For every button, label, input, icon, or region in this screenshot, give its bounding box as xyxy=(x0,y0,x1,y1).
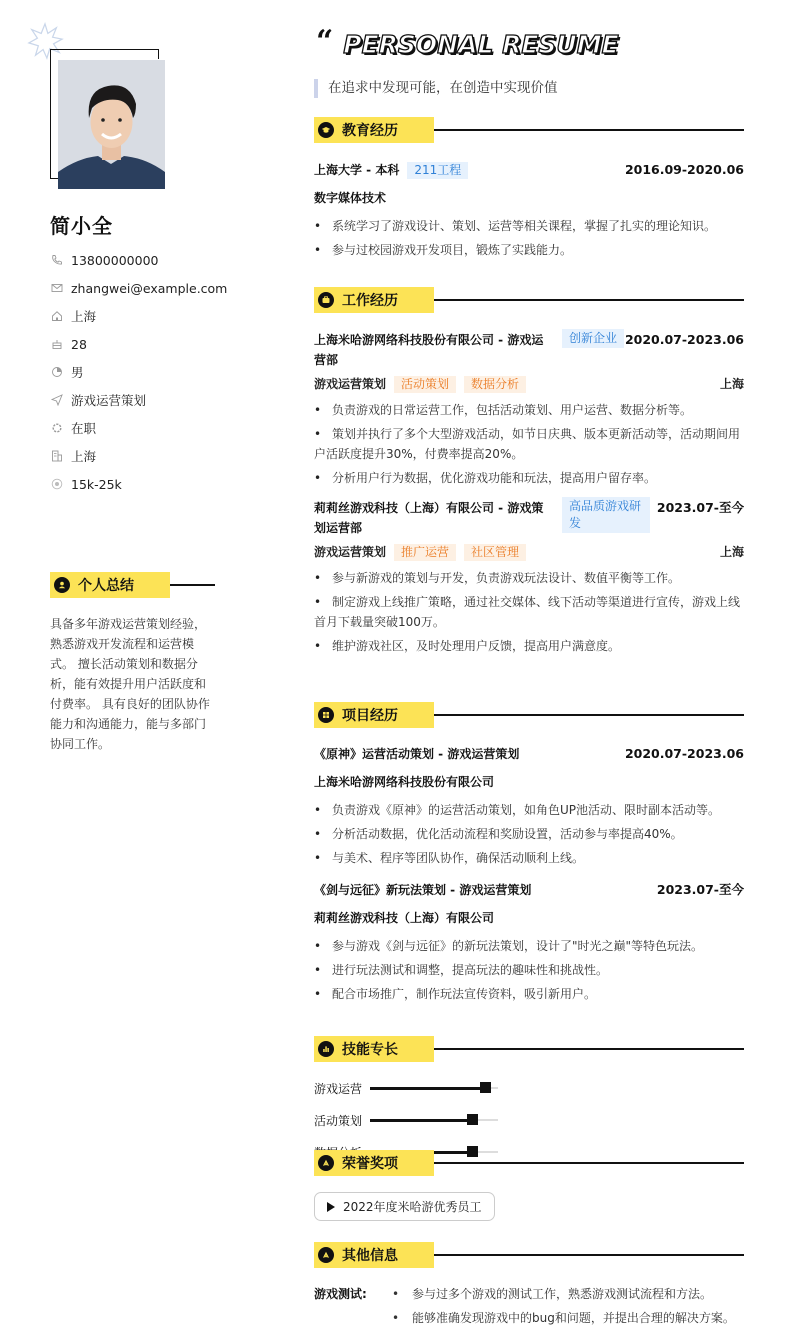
work-date: 2020.07-2023.06 xyxy=(624,332,744,347)
projects-header-chip xyxy=(314,702,434,728)
project-entry xyxy=(314,744,744,868)
skill-thumb[interactable] xyxy=(467,1114,478,1125)
education-section-header xyxy=(314,117,744,143)
education-date: 2016.09-2020.06 xyxy=(624,162,744,177)
bullet-item: • 能够准确发现游戏中的bug和问题，并提出合理的解决方案。 xyxy=(392,1308,735,1328)
project-name: 《原神》运营活动策划 - 游戏运营策划 xyxy=(314,747,520,761)
other-label: 游戏测试: xyxy=(314,1287,367,1301)
resume-title xyxy=(316,23,619,59)
projects-section xyxy=(314,702,744,1008)
work-entry-header xyxy=(314,330,744,370)
school-name: 上海大学 - 本科 xyxy=(314,163,400,177)
bullet-item: • 与美术、程序等团队协作，确保活动顺利上线。 xyxy=(314,848,744,868)
bullet-item: • 参与新游戏的策划与开发，负责游戏玩法设计、数值平衡等工作。 xyxy=(314,568,744,588)
work-entry xyxy=(314,330,744,488)
work-city: 上海 xyxy=(719,545,744,559)
section-divider xyxy=(434,299,744,301)
bullet-item: • 分析活动数据，优化活动流程和奖励设置，活动参与率提高40%。 xyxy=(314,824,744,844)
work-role-row xyxy=(314,542,744,562)
work-title: 工作经历 xyxy=(342,293,398,309)
project-bullets xyxy=(314,800,744,868)
skill-tag: 推广运营 xyxy=(394,544,456,561)
project-entry xyxy=(314,880,744,1004)
salary-icon xyxy=(51,478,63,490)
skills-header-chip xyxy=(314,1036,434,1062)
other-row xyxy=(314,1284,744,1332)
city-value: 上海 xyxy=(71,449,97,464)
skill-tag: 社区管理 xyxy=(464,544,526,561)
bullet-item: • 参与游戏《剑与远征》的新玩法策划，设计了"时光之巅"等特色玩法。 xyxy=(314,936,744,956)
bullet-item: • 进行玩法测试和调整，提高玩法的趣味性和挑战性。 xyxy=(314,960,744,980)
info-home xyxy=(50,302,227,330)
bullet-item: • 参与过校园游戏开发项目，锻炼了实践能力。 xyxy=(314,240,744,260)
home-icon xyxy=(51,310,63,322)
skill-slider[interactable] xyxy=(370,1087,498,1089)
building-icon xyxy=(51,450,63,462)
home-value: 上海 xyxy=(71,309,97,324)
project-company: 莉莉丝游戏科技（上海）有限公司 xyxy=(314,911,495,925)
work-section-header xyxy=(314,287,744,313)
work-section xyxy=(314,287,744,660)
awards-section xyxy=(314,1150,744,1221)
salary-value: 15k-25k xyxy=(71,476,122,492)
section-divider xyxy=(434,1048,744,1050)
company-tag: 高品质游戏研发 xyxy=(562,497,650,533)
skills-title: 技能专长 xyxy=(342,1042,398,1058)
graduation-cap-icon xyxy=(318,122,334,138)
bullet-item: • 策划并执行了多个大型游戏活动，如节日庆典、版本更新活动等，活动期间用户活跃度提升30%，付费率提高20%。 xyxy=(314,424,744,464)
bullet-item: • 负责游戏的日常运营工作，包括活动策划、用户运营、数据分析等。 xyxy=(314,400,744,420)
skill-item xyxy=(314,1072,535,1104)
awards-section-header xyxy=(314,1150,744,1176)
project-entry-header xyxy=(314,744,744,764)
education-header-chip xyxy=(314,117,434,143)
bullet-item: • 配合市场推广，制作玩法宣传资料，吸引新用户。 xyxy=(314,984,744,1004)
bullet-item: • 分析用户行为数据，优化游戏功能和玩法，提高用户留存率。 xyxy=(314,468,744,488)
role-name: 游戏运营策划 xyxy=(314,545,387,559)
education-title: 教育经历 xyxy=(342,123,398,139)
work-header-chip xyxy=(314,287,434,313)
other-title: 其他信息 xyxy=(342,1248,398,1264)
skill-label: 活动策划 xyxy=(314,1113,363,1128)
education-entry xyxy=(314,160,744,260)
education-bullets xyxy=(314,216,744,260)
section-divider xyxy=(434,1254,744,1256)
status-value: 在职 xyxy=(71,421,97,436)
info-gender xyxy=(50,358,227,386)
info-age xyxy=(50,330,227,358)
skill-slider[interactable] xyxy=(370,1119,498,1121)
quote-mark-icon: “ xyxy=(316,23,334,59)
gender-icon xyxy=(51,366,63,378)
bullet-item: • 维护游戏社区，及时处理用户反馈，提高用户满意度。 xyxy=(314,636,744,656)
skill-tag: 活动策划 xyxy=(394,376,456,393)
status-icon xyxy=(51,422,63,434)
work-city: 上海 xyxy=(719,377,744,391)
awards-title: 荣誉奖项 xyxy=(342,1156,398,1172)
skills-section-header xyxy=(314,1036,744,1062)
grid-icon xyxy=(318,707,334,723)
education-section xyxy=(314,117,744,264)
company-name: 上海米哈游网络科技股份有限公司 - 游戏运营部 xyxy=(314,333,544,367)
company-name: 莉莉丝游戏科技（上海）有限公司 - 游戏策划运营部 xyxy=(314,501,544,535)
info-status xyxy=(50,414,227,442)
candidate-name: 简小全 xyxy=(50,214,113,238)
info-city xyxy=(50,442,227,470)
work-date: 2023.07-至今 xyxy=(656,500,744,515)
school-tag: 211工程 xyxy=(407,162,468,179)
phone-icon xyxy=(51,254,63,266)
mail-icon xyxy=(51,282,63,294)
position-value: 游戏运营策划 xyxy=(71,393,147,408)
info-salary xyxy=(50,470,227,498)
other-bullets xyxy=(392,1284,735,1332)
summary-title: 个人总结 xyxy=(78,578,134,594)
section-divider xyxy=(434,129,744,131)
skill-item xyxy=(314,1104,535,1136)
skill-fill xyxy=(370,1119,472,1122)
avatar-photo xyxy=(58,60,165,189)
contact-info-list xyxy=(50,246,227,498)
bullet-item: • 制定游戏上线推广策略，通过社交媒体、线下活动等渠道进行宣传，游戏上线首月下载量突破100万。 xyxy=(314,592,744,632)
info-phone xyxy=(50,246,227,274)
work-entry-header xyxy=(314,498,744,538)
major: 数字媒体技术 xyxy=(314,191,387,205)
summary-section-header xyxy=(50,572,215,598)
gender-value: 男 xyxy=(71,365,84,380)
award-item[interactable] xyxy=(314,1192,495,1221)
info-icon xyxy=(318,1247,334,1263)
skill-label: 游戏运营 xyxy=(314,1081,363,1096)
project-company: 上海米哈游网络科技股份有限公司 xyxy=(314,775,495,789)
projects-section-header xyxy=(314,702,744,728)
skills-section xyxy=(314,1036,744,1168)
company-tag: 创新企业 xyxy=(562,329,624,348)
age-value: 28 xyxy=(71,336,87,352)
section-divider xyxy=(170,584,215,586)
summary-text: 具备多年游戏运营策划经验，熟悉游戏开发流程和运营模式。 擅长活动策划和数据分析，能有效提升用户活跃度和付费率。 具有良好的团队协作能力和沟通能力，能与多部门协同工作。 xyxy=(50,617,210,751)
project-date: 2023.07-至今 xyxy=(656,882,744,897)
skill-thumb[interactable] xyxy=(480,1082,491,1093)
skill-tag: 数据分析 xyxy=(464,376,526,393)
award-label: 2022年度米哈游优秀员工 xyxy=(343,1200,482,1214)
work-bullets xyxy=(314,568,744,656)
work-entry xyxy=(314,498,744,656)
work-role-row xyxy=(314,374,744,394)
bullet-item: • 参与过多个游戏的测试工作，熟悉游戏测试流程和方法。 xyxy=(392,1284,735,1304)
project-bullets xyxy=(314,936,744,1004)
phone-value: 13800000000 xyxy=(71,252,159,268)
bullet-item: • 系统学习了游戏设计、策划、运营等相关课程，掌握了扎实的理论知识。 xyxy=(314,216,744,236)
briefcase-icon xyxy=(318,292,334,308)
project-date: 2020.07-2023.06 xyxy=(624,746,744,761)
user-icon xyxy=(54,577,70,593)
other-section xyxy=(314,1242,744,1332)
info-position xyxy=(50,386,227,414)
resume-title-text: PERSONAL RESUME xyxy=(343,30,619,59)
bullet-item: • 负责游戏《原神》的运营活动策划，如角色UP池活动、限时副本活动等。 xyxy=(314,800,744,820)
play-triangle-icon xyxy=(327,1202,335,1212)
project-entry-header xyxy=(314,880,744,900)
award-icon xyxy=(318,1155,334,1171)
other-header-chip xyxy=(314,1242,434,1268)
education-entry-header xyxy=(314,160,744,180)
cake-icon xyxy=(51,338,63,350)
send-icon xyxy=(51,394,63,406)
skill-fill xyxy=(370,1087,485,1090)
email-value: zhangwei@example.com xyxy=(71,280,228,296)
section-divider xyxy=(434,1162,744,1164)
role-name: 游戏运营策划 xyxy=(314,377,387,391)
bar-chart-icon xyxy=(318,1041,334,1057)
project-name: 《剑与远征》新玩法策划 - 游戏运营策划 xyxy=(314,883,532,897)
projects-title: 项目经历 xyxy=(342,708,398,724)
other-section-header xyxy=(314,1242,744,1268)
section-divider xyxy=(434,714,744,716)
info-email xyxy=(50,274,227,302)
motto: 在追求中发现可能，在创造中实现价值 xyxy=(314,79,558,98)
summary-header-chip xyxy=(50,572,170,598)
work-bullets xyxy=(314,400,744,488)
awards-header-chip xyxy=(314,1150,434,1176)
